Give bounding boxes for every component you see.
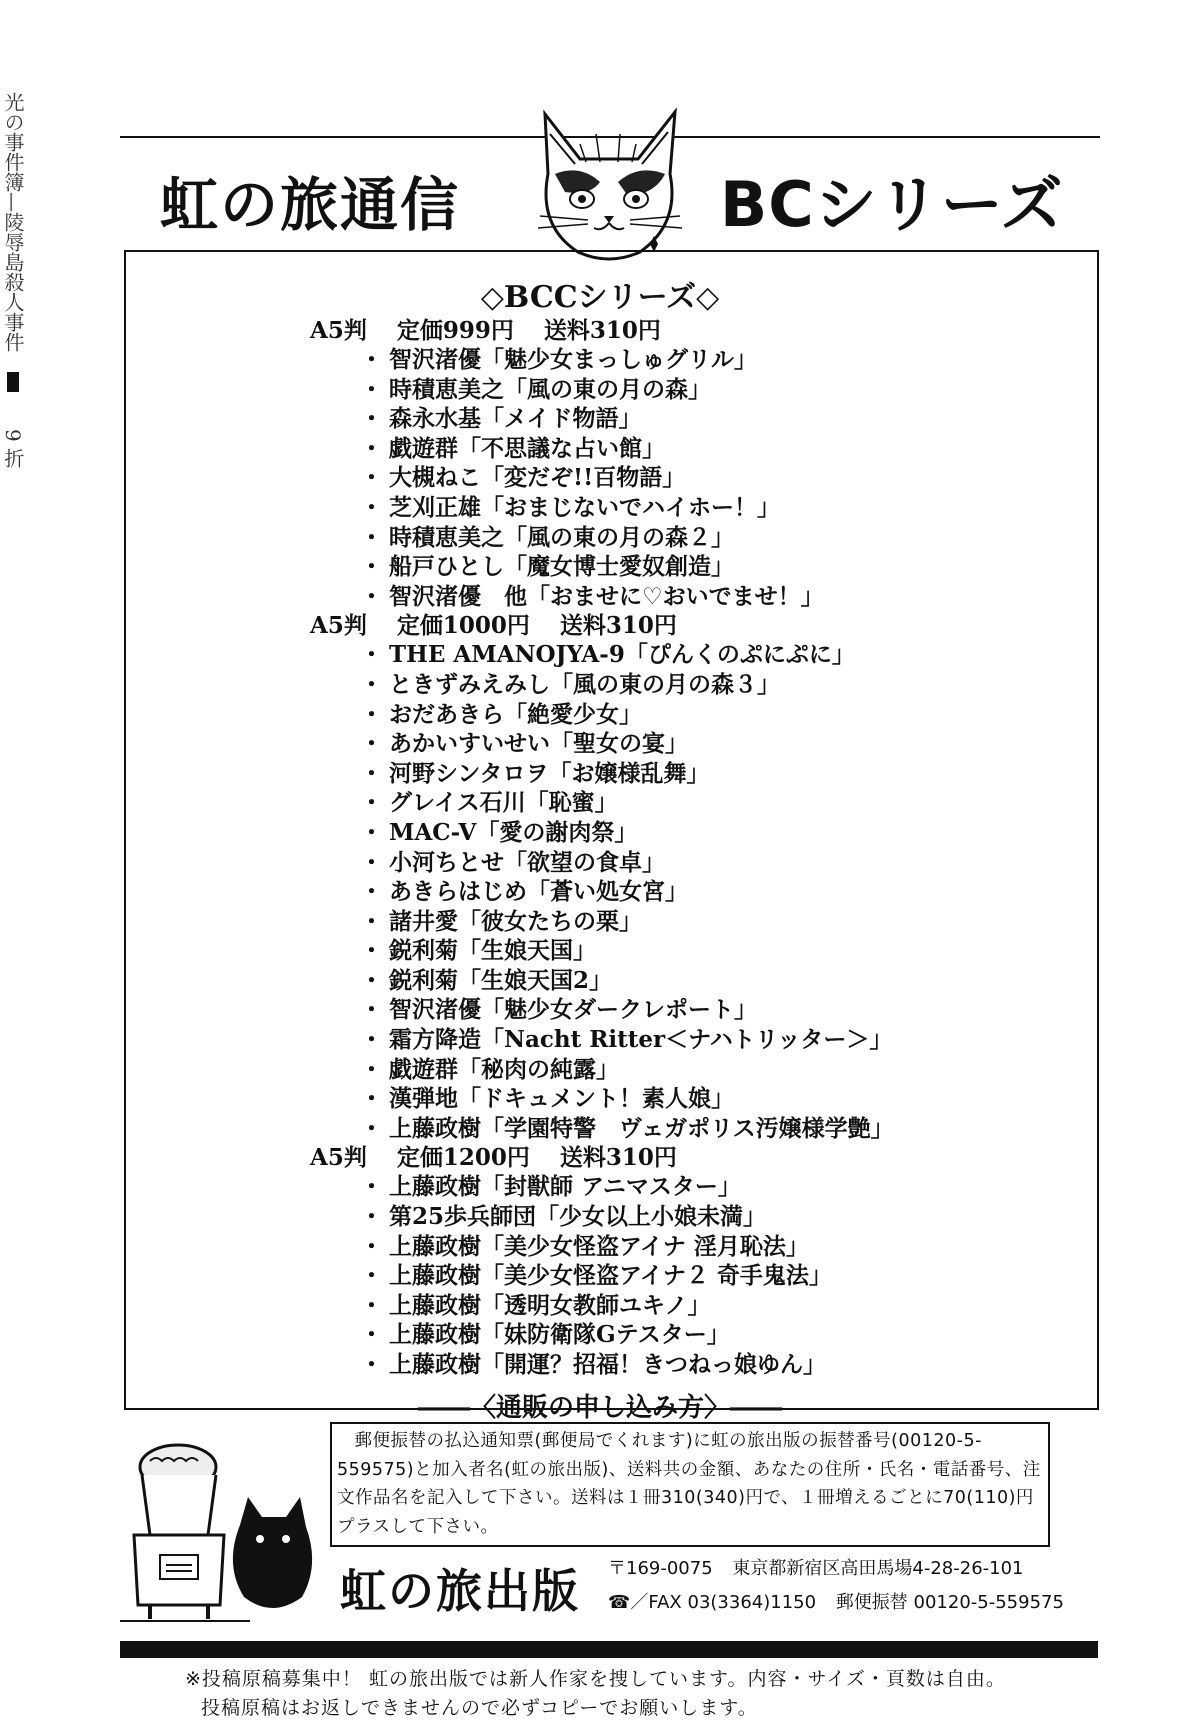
list-item: ・ 第25歩兵師団「少女以上小娘未満」 xyxy=(360,1203,767,1231)
list-item: ・ 上藤政樹「美少女怪盗アイナ 淫月恥法」 xyxy=(360,1232,809,1260)
price-row xyxy=(310,611,894,640)
notice-line: 投稿原稿はお返しできませんので必ずコピーでお願いします。 xyxy=(201,1697,758,1719)
list-item: ・ 諸井愛「彼女たちの栗」 xyxy=(360,907,642,935)
list-item: ・ 智沢渚優「魅少女ダークレポート」 xyxy=(360,996,757,1024)
street-address: 東京都新宿区高田馬場4-28-26-101 xyxy=(732,1558,1024,1579)
format-size: A5判 xyxy=(310,317,367,344)
price-row xyxy=(310,1143,894,1172)
shipping: 送料310円 xyxy=(559,612,677,640)
list-item: ・ おだあきら「絶愛少女」 xyxy=(360,700,642,728)
submission-notice xyxy=(185,1665,1006,1723)
catalog-list xyxy=(310,316,894,1380)
spine-title: 光の事件簿—陵辱島殺人事件 xyxy=(1,92,25,352)
postal-code: 〒169-0075 xyxy=(608,1558,713,1579)
list-item: ・ 上藤政樹「透明女教師ユキノ」 xyxy=(360,1291,711,1319)
masthead-title: 虹の旅通信 xyxy=(160,171,461,239)
list-item: ・ 霜方降造「Nacht Ritter＜ナハトリッター＞」 xyxy=(360,1026,893,1054)
list-item: ・ 智沢渚優「魅少女まっしゅグリル」 xyxy=(360,346,757,373)
phone-fax: ☎／FAX 03(3364)1150 xyxy=(608,1592,817,1613)
shipping: 送料310円 xyxy=(559,1144,677,1172)
list-item: ・ ときずみえみし「風の東の月の森３」 xyxy=(360,670,780,698)
notice-line: ※投稿原稿募集中！ 虹の旅出版では新人作家を捜しています。内容・サイズ・頁数は自由。 xyxy=(185,1668,1006,1690)
list-item: ・ MAC-V「愛の謝肉祭」 xyxy=(360,818,638,846)
list-item: ・ THE AMANOJYA-9「ぴんくのぷにぷに」 xyxy=(360,641,855,669)
list-item: ・ 上藤政樹「封獣師 アニマスター」 xyxy=(360,1173,741,1201)
list-item: ・ グレイス石川「恥蜜」 xyxy=(360,789,618,817)
spine-char: 折 xyxy=(1,447,25,468)
list-item: ・ 上藤政樹「妹防衛隊Gテスター」 xyxy=(360,1321,730,1349)
price: 定価1200円 xyxy=(396,1144,530,1172)
price-row xyxy=(310,316,894,345)
shipping: 送料310円 xyxy=(543,317,661,344)
list-item: ・ 鋭利菊「生娘天国」 xyxy=(360,937,596,965)
list-item: ・ 戯遊群「不思議な占い館」 xyxy=(360,434,665,462)
list-item: ・ 芝刈正雄「おまじないでハイホー！」 xyxy=(360,493,780,521)
publisher-name: 虹の旅出版 xyxy=(340,1564,580,1618)
spine-number: 9 xyxy=(1,428,25,442)
format-size: A5判 xyxy=(310,612,367,640)
list-item: ・ 森永水基「メイド物語」 xyxy=(360,405,642,433)
list-item: ・ 大槻ねこ「変だぞ!!百物語」 xyxy=(360,464,686,492)
list-item: ・ 時積恵美之「風の東の月の森２」 xyxy=(360,523,734,551)
list-item: ・ 時積恵美之「風の東の月の森」 xyxy=(360,375,711,403)
cat-logo-icon xyxy=(520,104,698,264)
list-item: ・ 戯遊群「秘肉の純露」 xyxy=(360,1055,619,1083)
postal-transfer: 郵便振替 00120-5-559575 xyxy=(835,1592,1064,1613)
list-item: ・ 鋭利菊「生娘天国2」 xyxy=(360,966,613,994)
order-instructions: 郵便振替の払込通知票(郵便局でくれます)に虹の旅出版の振替番号(00120-5-559575)と加入者名(虹の旅出版)、送料共の金額、あなたの住所・氏名・電話番号、注文作品名を記入して下さい。送料は１冊310(340)円で、１冊増えるごとに70(110)円プラスして下さい。 xyxy=(337,1431,1041,1537)
masthead-series: BCシリーズ xyxy=(720,168,1064,241)
price: 定価1000円 xyxy=(396,612,530,640)
list-item: ・ 小河ちとせ「欲望の食卓」 xyxy=(360,848,665,876)
series-title: ◇BCCシリーズ◇ xyxy=(480,280,720,315)
list-item: ・ 河野シンタロヲ「お嬢様乱舞」 xyxy=(360,759,710,787)
list-item: ・ 上藤政樹「学園特警 ヴェガポリス汚嬢様学艶」 xyxy=(360,1114,894,1142)
list-item: ・ 上藤政樹「開運？招福！きつねっ娘ゆん」 xyxy=(360,1351,826,1378)
order-heading: ――〈通販の申し込み方〉―― xyxy=(417,1393,782,1423)
spine-block xyxy=(7,372,19,392)
list-item: ・ あかいすいせい「聖女の宴」 xyxy=(360,730,688,758)
list-item: ・ 船戸ひとし「魔女博士愛奴創造」 xyxy=(360,553,734,581)
format-size: A5判 xyxy=(310,1144,367,1172)
list-item: ・ あきらはじめ「蒼い処女宮」 xyxy=(360,878,688,906)
mascot-illustration-icon xyxy=(120,1415,330,1625)
list-item: ・ 漢弾地「ドキュメント！素人娘」 xyxy=(360,1085,734,1113)
price: 定価999円 xyxy=(396,317,514,344)
list-item: ・ 上藤政樹「美少女怪盗アイナ２ 奇手鬼法」 xyxy=(360,1262,832,1290)
divider-bar xyxy=(120,1641,1098,1658)
list-item: ・ 智沢渚優 他「おませに♡おいでませ！」 xyxy=(360,582,824,610)
publisher-address xyxy=(608,1552,1078,1620)
